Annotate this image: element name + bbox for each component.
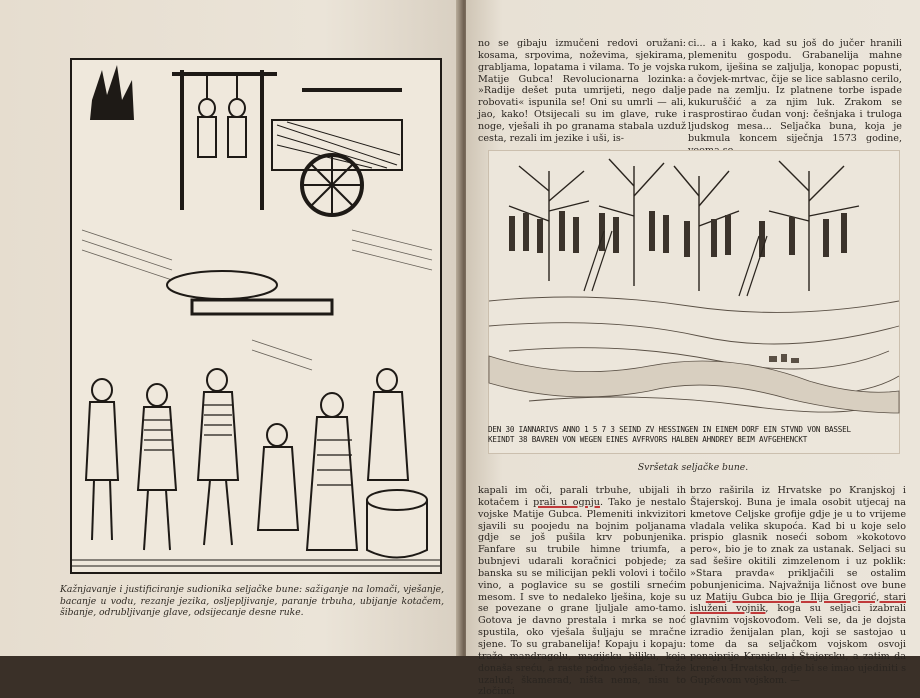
text-column-1-top xyxy=(478,38,686,145)
engraving-caption: Svršetak seljačke bune. xyxy=(637,462,749,473)
engraving-inscription xyxy=(488,425,898,445)
paragraph: no se gibaju izmučeni redovi oružani: kosama, srpovima, noževima, sjekirama, grabljama, lopatama i vilama. To je vojska Matije Gubca! Revolucionarna lozinka: »Radije dešet puta umrijeti, nego dalje robovati« ispunila se! Oni su umrli — ali, jao, kako! Otsijecali su im glave, ruke i noge, vješali ih po granama stabala uzduž cesta, rezali im jezike i uši, is- xyxy=(478,38,686,144)
paragraph: kapali im oči, parali trbuhe, ubijali ih kotačem i prali u ognju. Tako je nestalo vojske Matije Gubca. Plemeniti inkvizitori sjavili su poojedu na bojnim poljanama gdje se još pušila krv pobunjenika. Fanfare su trubile himne triumfa, a bubnjevi udarali koračnici pobjede; za banska su se milicijan pekli volovi i točilo vino, a poglavice su se gostili srnećim mesom. I sve to nedaleko lješina, koje su se povezane o grane ljuljale amo-tamo. Gotova je davno prestala i mrka se noć spustila, oko vješala šuljaju se mračne sjene. To su grabanelija! Kopaju i kopaju: traže mandragolu, magijsku biljku, koja donaša sreću, a raste podno vješala. Traže uzalud; škamerad, ništa nema, nisu to zločinci xyxy=(478,485,686,698)
inscription-line: KEINDT 38 BAVREN VON WEGEN EINES AVFRVORS HALBEN AHNDREY BEIM AVFGEHENCKT xyxy=(488,435,808,444)
paragraph: ci... a i kako, kad su još do jučer hranili plemenitu gospodu. Grabanelija mahne rukom, iješina se zaljulja, konopac popusti, a čovjek-mrtvac, čije se lice sablasno cerilo, pade na zemlju. Iz platnene torbe ispade kukuruščić a za njim luk. Zrakom se rasprostirao čudan vonj: češnjaka i truloga ljudskog mesa... Seljačka buna, koja je bukmula koncem siječnja 1573 godine, xyxy=(688,38,902,144)
left-page xyxy=(0,0,462,656)
inscription-line: DEN 30 IANNARIVS ANNO 1 5 7 3 SEIND ZV HESSINGEN IN EINEM DORF EIN STVND VON BASSEL xyxy=(488,425,851,434)
underlined-text: Matiju Gubca bio je Ilija Gregorić, stari isluženi vojnik xyxy=(690,591,906,615)
text-column-2-top xyxy=(688,38,902,156)
right-page xyxy=(466,0,920,698)
paragraph: brzo raširila iz Hrvatske po Kranjskoj i Štajerskoj. Buna je imala osobit utjecaj na kmetove Celjske grofije gdje je u to vrijeme vladala velika skupoća. Kad bi u koje selo prispio glasnik noseći sobom »kokotovo pero«, bio je to znak za ustanak. Seljaci su sad šešire okitili zimzelenom i uz poklik: »Stara pravda« prikljačili se ostalim pobunjenicima. Najvažnija ličnost ove bune uz Matiju Gubca bio je Ilija Gregorić, stari isluženi vojnik, koga su seljaci izabrali glavnim vojskovođom. Veli se, da je dojsta izradio ženijalan plan, koji se sastojao u tome da sa seljačkom vojskom osvoji ponajprije Kranjsku i Štajersku, a zatim da krene u Hrvatsku, gdje bi se imao ujediniti s Gupčevom vojskom. — xyxy=(690,485,906,686)
woodcut-illustration xyxy=(70,58,442,574)
text-column-1-bottom xyxy=(478,485,686,698)
text-column-2-bottom xyxy=(690,485,906,686)
underlined-text: prali u ognju xyxy=(533,496,600,508)
woodcut-caption: Kažnjavanje i justificiranje sudionika seljačke bune: sažiganje na lomači, vješanje, bacanje u vodu, rezanje jezika, osljepljivanje, paranje trbuha, ubijanje kotačem, šibanje, odrubljivanje glave, odsijecanje desne ruke. xyxy=(60,584,444,619)
engraving-illustration xyxy=(488,150,900,454)
